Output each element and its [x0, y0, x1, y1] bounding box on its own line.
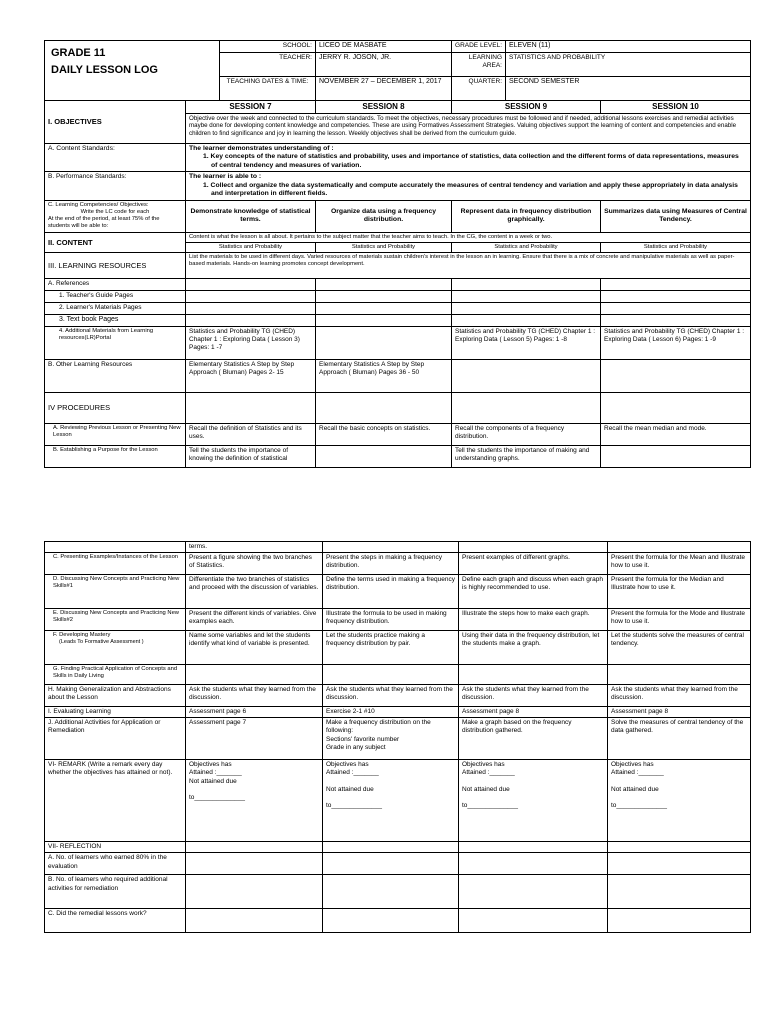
empty-cell: [452, 315, 601, 327]
empty-cell: [459, 665, 608, 685]
competencies-note-2: At the end of the period, at least 75% of the students will be able to:: [48, 216, 160, 230]
procedure-f-session-7: Name some variables and let the students identify what kind of variable is presented.: [186, 631, 323, 665]
procedure-f-session-10: Let the students solve the measures of central tendency.: [608, 631, 751, 665]
textbook-label: 3. Text book Pages: [45, 315, 186, 327]
empty-cell: [459, 853, 608, 875]
performance-standards-cell: [186, 172, 751, 200]
empty-cell: [186, 279, 316, 291]
references-label: A. References: [45, 279, 186, 291]
procedure-j-session-7: Assessment page 7: [186, 718, 323, 760]
remark-line-4: to______________: [326, 801, 383, 809]
empty-cell: [608, 542, 751, 553]
procedure-f-session-9: Using their data in the frequency distribution, let the students make a graph.: [459, 631, 608, 665]
remark-line-3: Not attained due: [611, 785, 659, 793]
other-session-8: Elementary Statistics A Step by Step Approach ( Bluman) Pages 36 - 50: [316, 360, 452, 393]
objectives-label: I. OBJECTIVES: [45, 100, 186, 143]
empty-cell: [186, 853, 323, 875]
grade-level-value: ELEVEN (11): [506, 41, 751, 53]
other-session-10: [601, 360, 751, 393]
procedure-c-session-10: Present the formula for the Mean and Illustrate how to use it.: [608, 553, 751, 575]
school-label: SCHOOL:: [220, 41, 316, 53]
remark-line-1: Objectives has: [462, 761, 505, 769]
procedure-e-session-10: Present the formula for the Mode and Illustrate how to use it.: [608, 609, 751, 631]
empty-cell: [323, 542, 459, 553]
reflection-c-label: C. Did the remedial lessons work?: [45, 909, 186, 933]
reflection-a-label: A. No. of learners who earned 80% in the evaluation: [45, 853, 186, 875]
quarter-value: SECOND SEMESTER: [506, 76, 751, 100]
procedure-i-session-8: Exercise 2-1 #10: [323, 707, 459, 718]
empty-cell: [608, 853, 751, 875]
empty-cell: [608, 875, 751, 909]
additional-materials-label: 4. Additional Materials from Learning resources(LR)Portal: [45, 327, 186, 360]
procedure-g-label: G. Finding Practical Application of Concepts and Skills in Daily Living: [45, 665, 186, 685]
procedure-h-label: H. Making Generalization and Abstractions about the Lesson: [45, 685, 186, 707]
resources-note: List the materials to be used in different days. Varied resources of materials sustain children's interest in the lesson an in learning. Ensure that there is a mix of concrete and manipulative materials as well as paper-based materials. Hands-on learning promotes concept development.: [186, 253, 751, 279]
empty-cell: [186, 842, 323, 853]
procedure-a-session-7: Recall the definition of Statistics and its uses.: [186, 424, 316, 446]
performance-standards-label: B. Performance Standards:: [45, 172, 186, 200]
competencies-label-cell: [45, 200, 186, 232]
procedure-h-session-9: Ask the students what they learned from the discussion.: [459, 685, 608, 707]
empty-cell: [45, 542, 186, 553]
content-session-7: Statistics and Probability: [186, 242, 316, 252]
textbook-session-9: Statistics and Probability TG (CHED) Chapter 1 : Exploring Data ( Lesson 5) Pages: 1 -8: [452, 327, 601, 360]
procedure-f-note: (Leads To Formative Assessment ): [59, 639, 144, 646]
empty-cell: [316, 393, 452, 424]
content-label: II. CONTENT: [45, 232, 186, 252]
competencies-note: Write the LC code for each: [80, 208, 150, 215]
remark-line-2: Attained :_______: [189, 769, 242, 777]
quarter-label: QUARTER:: [452, 76, 506, 100]
procedure-b-session-9: Tell the students the importance of making and understanding graphs.: [452, 446, 601, 468]
procedure-b-continued: terms.: [186, 542, 323, 553]
content-standards-cell: [186, 143, 751, 171]
empty-cell: [316, 279, 452, 291]
procedure-b-session-8: [316, 446, 452, 468]
procedure-a-session-8: Recall the basic concepts on statistics.: [316, 424, 452, 446]
content-session-9: Statistics and Probability: [452, 242, 601, 252]
procedure-c-session-7: Present a figure showing the two branches of Statistics.: [186, 553, 323, 575]
procedure-e-label: E. Discussing New Concepts and Practicing New Skills#2: [45, 609, 186, 631]
empty-cell: [323, 665, 459, 685]
competency-session-9: Represent data in frequency distribution graphically.: [452, 200, 601, 232]
procedure-e-session-8: Illustrate the formula to be used in making frequency distribution.: [323, 609, 459, 631]
content-standards-item: 1. Key concepts of the nature of statistics and probability, uses and importance of statistics, data collection and the different forms of data representations, measures of central tendency and measures of variation.: [203, 153, 739, 169]
procedure-d-session-8: Define the terms used in making a frequency distribution.: [323, 575, 459, 609]
lesson-log-table-bottom: [44, 541, 751, 933]
content-session-10: Statistics and Probability: [601, 242, 751, 252]
empty-cell: [316, 315, 452, 327]
empty-cell: [601, 315, 751, 327]
procedure-j-session-9: Make a graph based on the frequency distribution gathered.: [459, 718, 608, 760]
procedure-d-session-10: Present the formula for the Median and Illustrate how to use it.: [608, 575, 751, 609]
empty-cell: [601, 279, 751, 291]
empty-cell: [601, 291, 751, 303]
remark-line-3: Not attained due: [189, 777, 237, 785]
procedure-e-session-9: Illustrate the steps how to make each graph.: [459, 609, 608, 631]
remark-line-1: Objectives has: [189, 761, 232, 769]
empty-cell: [316, 291, 452, 303]
empty-cell: [186, 909, 323, 933]
procedure-h-session-8: Ask the students what they learned from the discussion.: [323, 685, 459, 707]
remark-session-7: [186, 760, 323, 842]
empty-cell: [323, 909, 459, 933]
lm-label: 2. Learner's Materials Pages: [45, 303, 186, 315]
textbook-session-8: [316, 327, 452, 360]
procedures-label: IV PROCEDURES: [45, 393, 186, 424]
procedure-e-session-7: Present the different kinds of variables. Give examples each.: [186, 609, 323, 631]
competency-session-8: Organize data using a frequency distribution.: [316, 200, 452, 232]
session-10-header: SESSION 10: [601, 100, 751, 113]
teacher-label: TEACHER:: [220, 52, 316, 76]
lesson-log-table-top: [44, 40, 751, 468]
remark-line-3: Not attained due: [462, 785, 510, 793]
content-standards-intro: The learner demonstrates understanding of :: [189, 144, 334, 152]
performance-standards-intro: The learner is able to :: [189, 173, 262, 181]
empty-cell: [601, 303, 751, 315]
remark-line-4: to______________: [462, 801, 519, 809]
session-9-header: SESSION 9: [452, 100, 601, 113]
empty-cell: [459, 842, 608, 853]
empty-cell: [608, 909, 751, 933]
empty-cell: [608, 665, 751, 685]
procedure-j-session-10: Solve the measures of central tendency of the data gathered.: [608, 718, 751, 760]
content-session-8: Statistics and Probability: [316, 242, 452, 252]
procedure-i-session-9: Assessment page 8: [459, 707, 608, 718]
session-7-header: SESSION 7: [186, 100, 316, 113]
remark-label: VI- REMARK (Write a remark every day whether the objectives has attained or not).: [45, 760, 186, 842]
grade-title: GRADE 11: [51, 47, 106, 59]
procedure-b-session-7: Tell the students the importance of knowing the definition of statistical: [186, 446, 316, 468]
procedure-c-label: C. Presenting Examples/Instances of the Lesson: [45, 553, 186, 575]
procedure-j-label: J. Additional Activities for Application or Remediation: [45, 718, 186, 760]
empty-cell: [186, 303, 316, 315]
procedure-f-session-8: Let the students practice making a frequency distribution by pair.: [323, 631, 459, 665]
competency-session-10: Summarizes data using Measures of Central Tendency.: [601, 200, 751, 232]
procedure-i-label: I. Evaluating Learning: [45, 707, 186, 718]
empty-cell: [186, 291, 316, 303]
learning-area-value: STATISTICS AND PROBABILITY: [506, 52, 751, 76]
dates-value: NOVEMBER 27 – DECEMBER 1, 2017: [316, 76, 452, 100]
textbook-session-10: Statistics and Probability TG (CHED) Chapter 1 : Exploring Data ( Lesson 6) Pages: 1 -9: [601, 327, 751, 360]
remark-session-9: [459, 760, 608, 842]
session-8-header: SESSION 8: [316, 100, 452, 113]
dates-label: TEACHING DATES & TIME:: [220, 76, 316, 100]
remark-line-2: Attained :_______: [462, 769, 515, 777]
school-value: LICEO DE MASBATE: [316, 41, 452, 53]
procedure-i-session-7: Assessment page 6: [186, 707, 323, 718]
procedure-i-session-10: Assessment page 8: [608, 707, 751, 718]
procedure-c-session-9: Present examples of different graphs.: [459, 553, 608, 575]
empty-cell: [186, 875, 323, 909]
grade-level-label: GRADE LEVEL:: [452, 41, 506, 53]
empty-cell: [323, 875, 459, 909]
procedure-b-label: B. Establishing a Purpose for the Lesson: [45, 446, 186, 468]
empty-cell: [459, 875, 608, 909]
other-session-9: [452, 360, 601, 393]
procedure-b-session-10: [601, 446, 751, 468]
other-resources-label: B. Other Learning Resources: [45, 360, 186, 393]
empty-cell: [452, 303, 601, 315]
empty-cell: [323, 842, 459, 853]
empty-cell: [186, 393, 316, 424]
header-title-block: [45, 41, 220, 101]
remark-line-4: to______________: [611, 801, 668, 809]
remark-line-2: Attained :_______: [611, 769, 664, 777]
teacher-value: JERRY R. JOSON, JR.: [316, 52, 452, 76]
content-note: Content is what the lesson is all about. It pertains to the subject matter that the teacher aims to teach. In the CG, the content in a week or two.: [186, 232, 751, 242]
remark-line-1: Objectives has: [326, 761, 369, 769]
empty-cell: [186, 665, 323, 685]
competency-session-7: Demonstrate knowledge of statistical terms.: [186, 200, 316, 232]
reflection-b-label: B. No. of learners who required additional activities for remediation: [45, 875, 186, 909]
other-session-7: Elementary Statistics A Step by Step Approach ( Bluman) Pages 2- 15: [186, 360, 316, 393]
empty-cell: [601, 393, 751, 424]
procedure-j-session-8: Make a frequency distribution on the following: Sections' favorite number Grade in any subject: [323, 718, 459, 760]
tg-label: 1. Teacher's Guide Pages: [45, 291, 186, 303]
procedure-f-cell: [45, 631, 186, 665]
learning-area-label: LEARNING AREA:: [452, 52, 506, 76]
empty-cell: [608, 842, 751, 853]
procedure-d-session-7: Differentiate the two branches of statistics and proceed with the discussion of variables.: [186, 575, 323, 609]
textbook-session-7: Statistics and Probability TG (CHED) Chapter 1 : Exploring Data ( Lesson 3) Pages: 1 -7: [186, 327, 316, 360]
procedure-a-label: A. Reviewing Previous Lesson or Presenting New Lesson: [45, 424, 186, 446]
procedure-f-label: F. Developing Mastery: [53, 632, 111, 639]
procedure-c-session-8: Present the steps in making a frequency distribution.: [323, 553, 459, 575]
empty-cell: [452, 393, 601, 424]
procedure-d-session-9: Define each graph and discuss when each graph is highly recommended to use.: [459, 575, 608, 609]
empty-cell: [323, 853, 459, 875]
reflection-label: VII- REFLECTION: [45, 842, 186, 853]
resources-label: III. LEARNING RESOURCES: [45, 253, 186, 279]
procedure-d-label: D. Discussing New Concepts and Practicing New Skills#1: [45, 575, 186, 609]
empty-cell: [452, 279, 601, 291]
empty-cell: [459, 909, 608, 933]
competencies-label: C. Learning Competencies/ Objectives:: [48, 201, 149, 208]
empty-cell: [452, 291, 601, 303]
content-standards-label: A. Content Standards:: [45, 143, 186, 171]
objectives-description: Objective over the week and connected to the curriculum standards. To meet the objectives, necessary procedures must be followed and if needed, additional lessons exercises and remedial activities maybe done for developing content knowledge and competencies. These are using Formatives Assessment Strategies. Valuing objectives support the learning of content and competencies and enable children to find significance and joy in learning the lesson. Weekly objectives shall be derived from the curriculum guide.: [186, 113, 751, 143]
procedure-a-session-10: Recall the mean median and mode.: [601, 424, 751, 446]
performance-standards-item: 1. Collect and organize the data systematically and compute accurately the measures of central tendency and variation and apply these appropriately in data analysis and interpretation in different fields.: [203, 181, 738, 198]
remark-line-2: Attained :_______: [326, 769, 379, 777]
log-title: DAILY LESSON LOG: [51, 63, 158, 76]
procedure-h-session-7: Ask the students what they learned from the discussion.: [186, 685, 323, 707]
remark-line-1: Objectives has: [611, 761, 654, 769]
empty-cell: [316, 303, 452, 315]
procedure-h-session-10: Ask the students what they learned from the discussion.: [608, 685, 751, 707]
empty-cell: [459, 542, 608, 553]
remark-session-10: [608, 760, 751, 842]
empty-cell: [186, 315, 316, 327]
remark-session-8: [323, 760, 459, 842]
remark-line-4: to______________: [189, 793, 246, 801]
remark-line-3: Not attained due: [326, 785, 374, 793]
procedure-a-session-9: Recall the components of a frequency distribution.: [452, 424, 601, 446]
